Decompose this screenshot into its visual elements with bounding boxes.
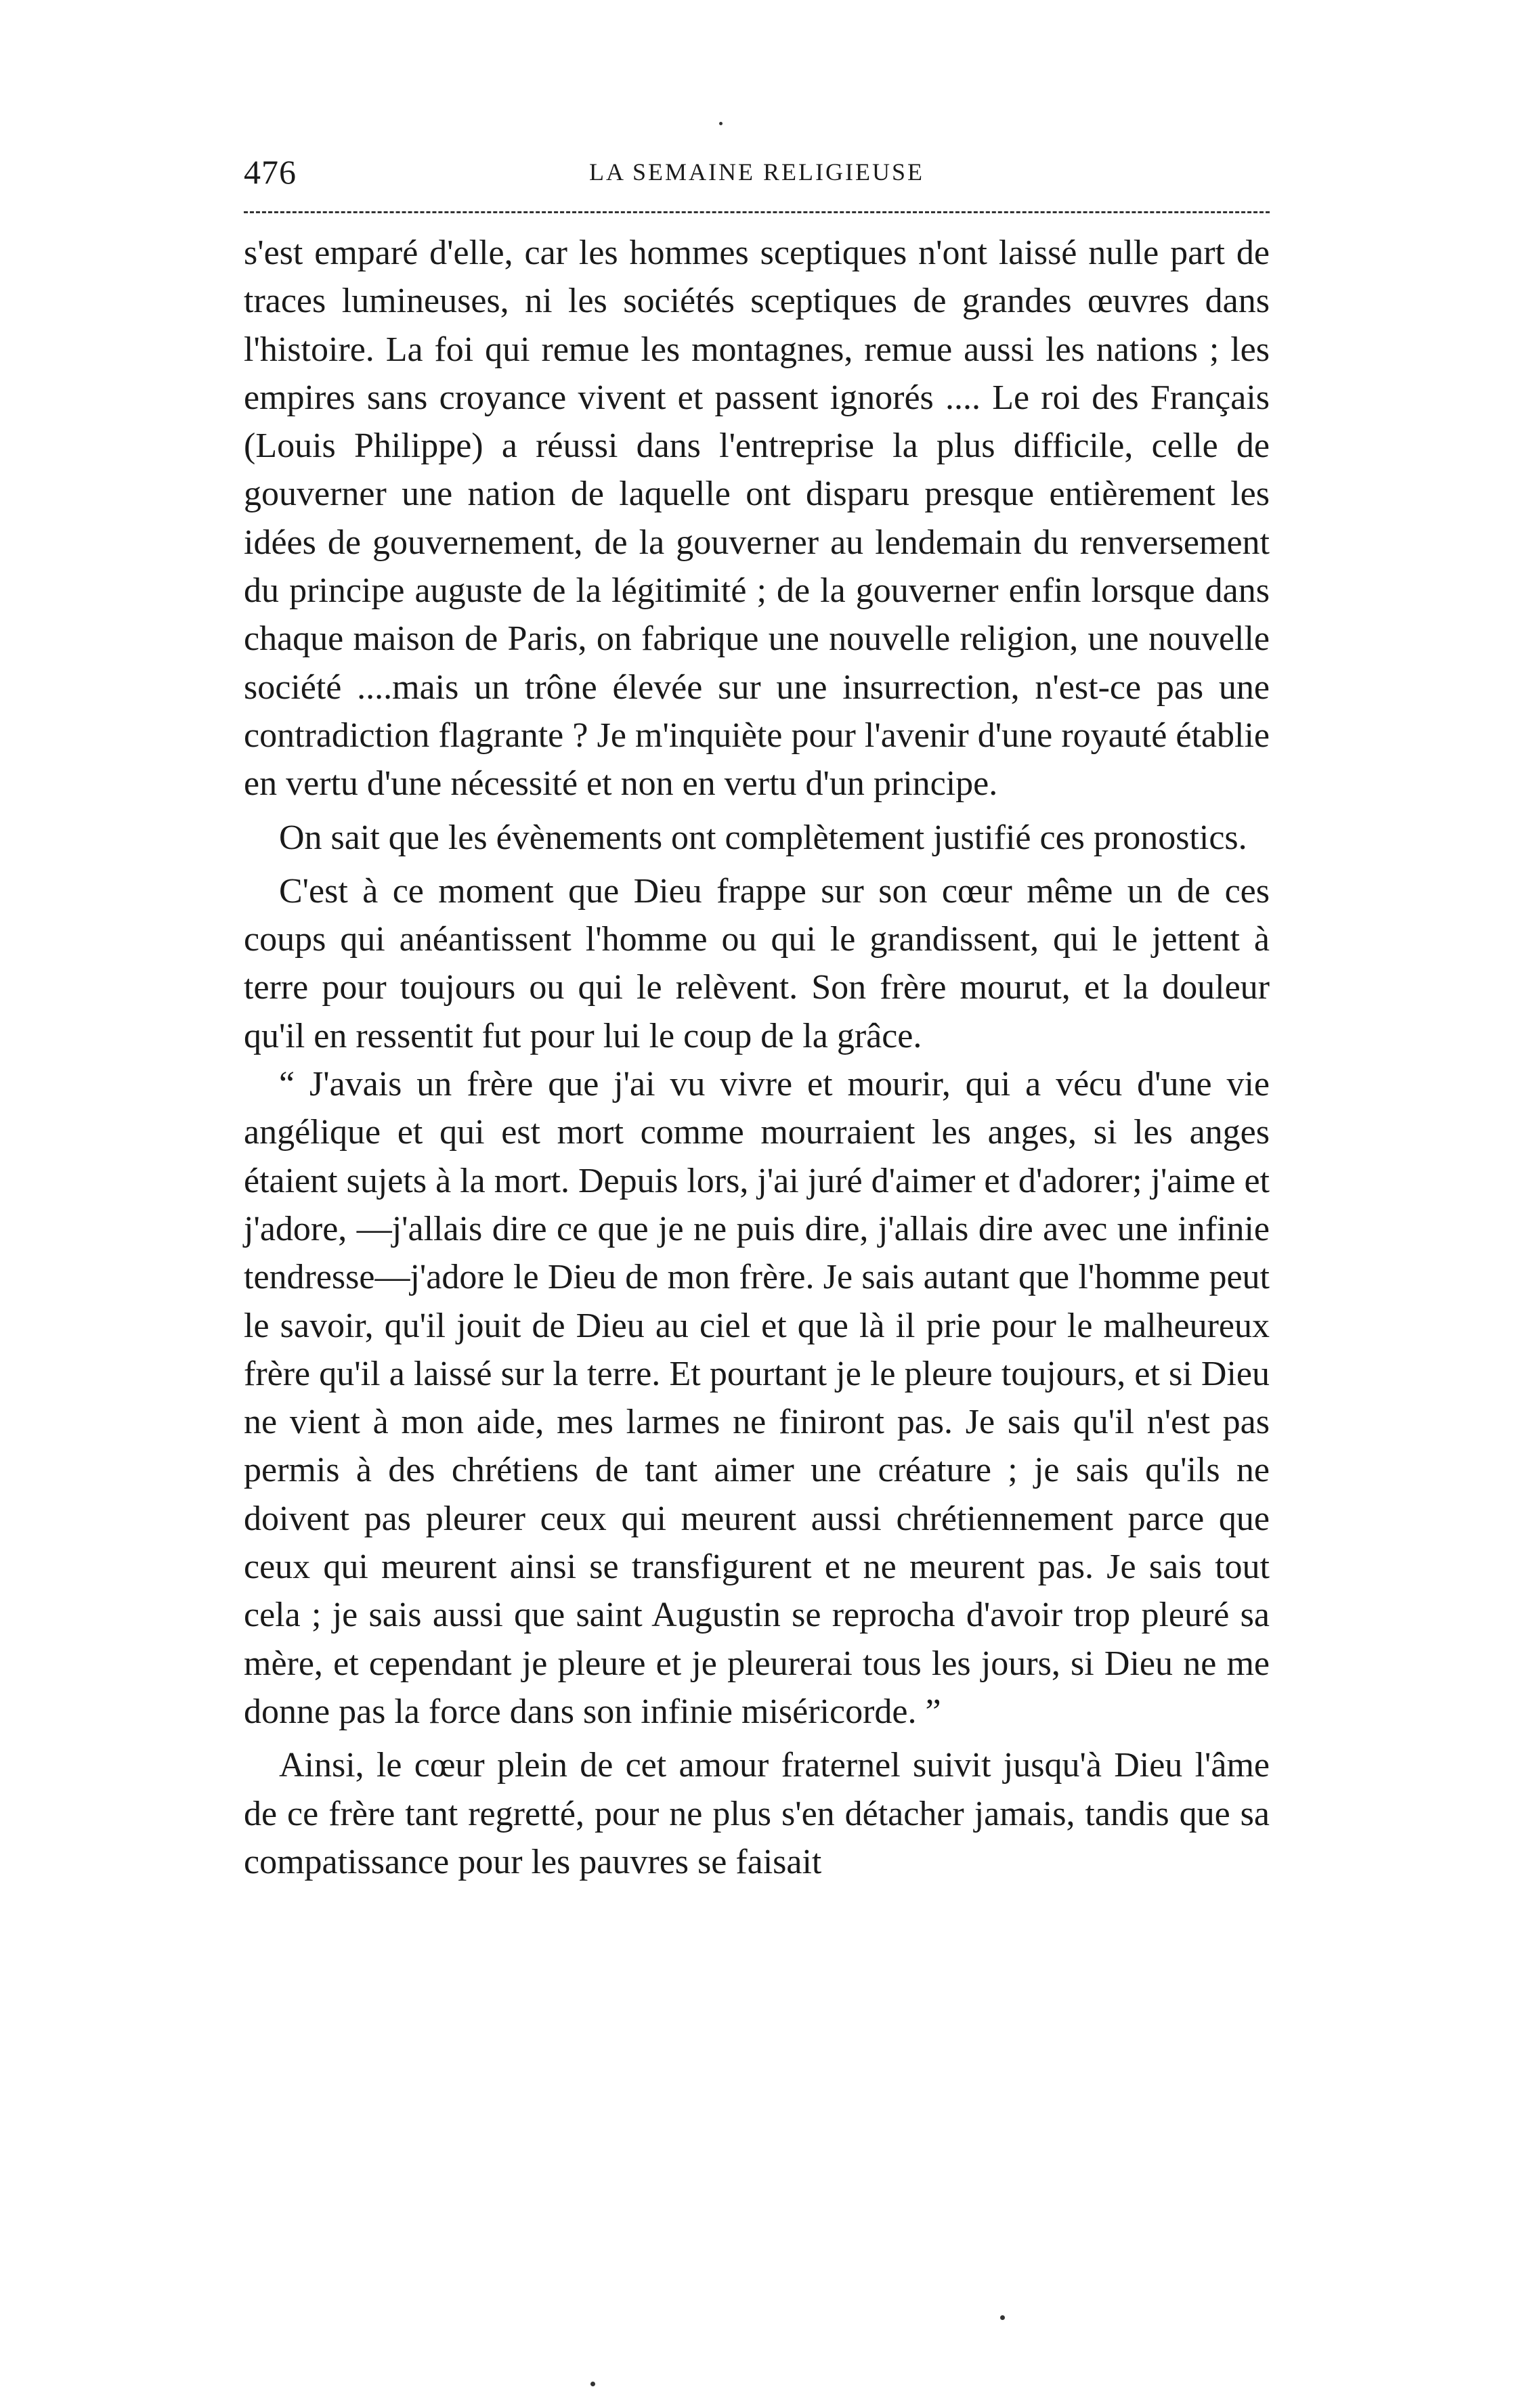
paragraph-pronostics: On sait que les évènements ont complètement justifié ces pronostics.	[279, 818, 1247, 857]
paragraph-dieu-frappe: C'est à ce moment que Dieu frappe sur son cœur même un de ces coups qui anéantissent l'homme ou qui le grandissent, qui le jettent à terre pour toujours ou qui le relèvent. Son frère mourut, et la douleur qu'il en ressentit fut pour lui le coup de la grâce.	[244, 871, 1270, 1055]
page-header	[244, 152, 1270, 206]
header-rule	[244, 211, 1270, 213]
ink-speck	[1000, 2315, 1005, 2320]
paragraph-quotation: “ J'avais un frère que j'ai vu vivre et mourir, qui a vécu d'une vie angélique et qui est mort comme mourraient les anges, si les anges étaient sujets à la mort. Depuis lors, j'ai juré d'aimer et d'adorer; j'aime et j'adore, —j'allais dire ce que je ne puis dire, j'allais dire avec une infinie tendresse—j'adore le Dieu de mon frère. Je sais autant que l'homme peut le savoir, qu'il jouit de Dieu au ciel et que là il prie pour le malheureux frère qu'il a laissé sur la terre. Et pourtant je le pleure toujours, et si Dieu ne vient à mon aide, mes larmes ne finiront pas. Je sais qu'il n'est pas permis à des chrétiens de tant aimer une créature ; je sais qu'ils ne doivent pas pleurer ceux qui meurent aussi chrétiennement parce que ceux qui meurent ainsi se transfigurent et ne meurent pas. Je sais tout cela ; je sais aussi que saint Augustin se reprocha d'avoir trop pleuré sa mère, et cependant je pleure et je pleurerai tous les jours, si Dieu ne me donne pas la force dans son infinie miséricorde. ”	[244, 1065, 1270, 1731]
running-title: LA SEMAINE RELIGIEUSE	[589, 158, 924, 185]
ink-speck	[719, 122, 723, 125]
ink-speck	[590, 2382, 595, 2386]
paragraph-continuation: s'est emparé d'elle, car les hommes sceptiques n'ont laissé nulle part de traces lumineuses, ni les sociétés sceptiques de grandes œuvres dans l'histoire. La foi qui remue les montagnes, remue aussi les nations ; les empires sans croyance vivent et passent ignorés .... Le roi des Français (Louis Philippe) a réussi dans l'entreprise la plus difficile, celle de gouverner une nation de laquelle ont disparu presque entièrement les idées de gouvernement, de la gouverner au lendemain du renversement du principe auguste de la légitimité ; de la gouverner enfin lorsque dans chaque maison de Paris, on fabrique une nouvelle religion, une nouvelle société ....mais un trône élevée sur une insurrection, n'est-ce pas une contradiction flagrante ? Je m'inquiète pour l'avenir d'une royauté établie en vertu d'une nécessité et non en vertu d'un principe.	[244, 234, 1270, 804]
paragraph-ainsi: Ainsi, le cœur plein de cet amour fraternel suivit jusqu'à Dieu l'âme de ce frère tant regretté, pour ne plus s'en détacher jamais, tandis que sa compatissance pour les pauvres se faisait	[244, 1746, 1270, 1881]
body-text	[244, 229, 1270, 1886]
page-number: 476	[244, 153, 297, 191]
